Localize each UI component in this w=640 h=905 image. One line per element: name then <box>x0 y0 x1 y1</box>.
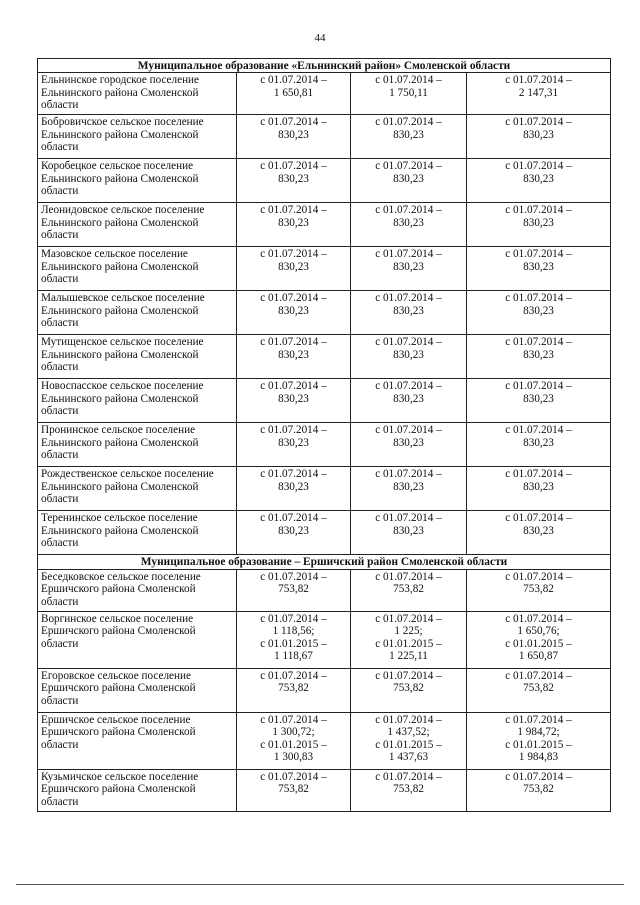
tariff-date: с 01.07.2014 – <box>505 380 572 393</box>
tariff-cell <box>237 511 351 555</box>
tariff-date: с 01.01.2015 – <box>505 738 572 751</box>
section-title: Муниципальное образование «Ельнинский район» Смоленской области <box>38 59 611 73</box>
table-row <box>38 712 611 769</box>
tariff-date: с 01.07.2014 – <box>505 336 572 349</box>
tariff-value: 1 225,11 <box>389 650 428 663</box>
tariff-cell <box>351 712 467 769</box>
tariff-value: 830,23 <box>393 480 424 493</box>
tariff-date: с 01.07.2014 – <box>260 380 327 393</box>
tariff-value: 830,23 <box>393 436 424 449</box>
tariff-cell <box>237 379 351 423</box>
settlement-name: Новоспасское сельское поселение Ельнинского района Смоленской области <box>38 379 237 423</box>
tariff-value: 830,23 <box>393 172 424 185</box>
settlement-name: Кузьмичское сельское поселение Ершичского района Смоленской области <box>38 769 237 811</box>
settlement-name: Леонидовское сельское поселение Ельнинского района Смоленской области <box>38 203 237 247</box>
tariff-cell <box>351 203 467 247</box>
tariff-date: с 01.07.2014 – <box>260 74 327 87</box>
tariff-date: с 01.07.2014 – <box>260 160 327 173</box>
tariff-cell <box>351 668 467 712</box>
tariff-date: с 01.01.2015 – <box>260 738 327 751</box>
tariff-cell <box>237 668 351 712</box>
tariff-value: 753,82 <box>278 783 309 796</box>
tariff-date: с 01.07.2014 – <box>505 292 572 305</box>
tariff-date: с 01.07.2014 – <box>505 74 572 87</box>
tariff-value: 830,23 <box>278 260 309 273</box>
tariff-date: с 01.07.2014 – <box>260 116 327 129</box>
table-row <box>38 423 611 467</box>
tariff-cell <box>237 335 351 379</box>
tariff-date: с 01.01.2015 – <box>375 637 442 650</box>
tariff-date: с 01.07.2014 – <box>375 612 442 625</box>
section-title: Муниципальное образование – Ершичский район Смоленской области <box>38 555 611 569</box>
bottom-rule <box>16 884 624 885</box>
tariff-cell <box>467 73 611 115</box>
tariff-cell <box>237 467 351 511</box>
tariff-date: с 01.07.2014 – <box>505 713 572 726</box>
tariff-cell <box>237 712 351 769</box>
tariff-date: с 01.01.2015 – <box>260 637 327 650</box>
tariff-date: с 01.07.2014 – <box>260 713 327 726</box>
tariff-cell <box>467 511 611 555</box>
table-row <box>38 668 611 712</box>
tariff-value: 753,82 <box>393 783 424 796</box>
tariff-date: с 01.07.2014 – <box>260 424 327 437</box>
tariff-value: 1 118,67 <box>274 650 313 663</box>
tariff-cell <box>351 611 467 668</box>
tariff-date: с 01.07.2014 – <box>505 770 572 783</box>
tariff-date: с 01.01.2015 – <box>375 738 442 751</box>
tariff-value: 830,23 <box>523 524 554 537</box>
tariff-cell <box>351 115 467 159</box>
tariff-date: с 01.07.2014 – <box>505 612 572 625</box>
tariff-date: с 01.07.2014 – <box>375 292 442 305</box>
settlement-name: Теренинское сельское поселение Ельнинского района Смоленской области <box>38 511 237 555</box>
table-row <box>38 611 611 668</box>
tariff-cell <box>467 203 611 247</box>
settlement-name: Егоровское сельское поселение Ершичского района Смоленской области <box>38 668 237 712</box>
table-row <box>38 203 611 247</box>
tariff-value: 830,23 <box>278 436 309 449</box>
tariff-value: 830,23 <box>523 128 554 141</box>
tariff-value: 830,23 <box>523 304 554 317</box>
tariff-value: 830,23 <box>278 480 309 493</box>
section-header-row <box>38 59 611 73</box>
tariff-cell <box>351 423 467 467</box>
settlement-name: Мазовское сельское поселение Ельнинского района Смоленской области <box>38 247 237 291</box>
table-row <box>38 291 611 335</box>
tariff-date: с 01.01.2015 – <box>505 637 572 650</box>
tariff-date: с 01.07.2014 – <box>505 512 572 525</box>
tariff-date: с 01.07.2014 – <box>260 468 327 481</box>
settlement-name: Пронинское сельское поселение Ельнинского района Смоленской области <box>38 423 237 467</box>
tariff-date: с 01.07.2014 – <box>375 424 442 437</box>
tariff-value: 1 650,81 <box>273 86 314 99</box>
tariff-cell <box>351 379 467 423</box>
tariff-value: 830,23 <box>393 128 424 141</box>
table-row <box>38 769 611 811</box>
tariff-value: 753,82 <box>278 682 309 695</box>
tariff-value: 1 300,83 <box>273 751 314 764</box>
tariff-cell <box>237 73 351 115</box>
tariff-date: с 01.07.2014 – <box>505 669 572 682</box>
tariff-cell <box>237 115 351 159</box>
tariff-cell <box>351 291 467 335</box>
tariff-cell <box>467 291 611 335</box>
tariff-value: 1 650,76; <box>517 625 560 638</box>
tariff-value: 830,23 <box>523 480 554 493</box>
settlement-name: Бобровичское сельское поселение Ельнинского района Смоленской области <box>38 115 237 159</box>
table-row <box>38 159 611 203</box>
tariff-value: 753,82 <box>523 682 554 695</box>
tariff-value: 753,82 <box>393 583 424 596</box>
tariff-value: 1 225; <box>394 625 423 638</box>
tariff-date: с 01.07.2014 – <box>375 380 442 393</box>
tariff-cell <box>237 769 351 811</box>
tariff-date: с 01.07.2014 – <box>260 570 327 583</box>
settlement-name: Коробецкое сельское поселение Ельнинского района Смоленской области <box>38 159 237 203</box>
tariff-value: 830,23 <box>278 524 309 537</box>
tariff-cell <box>467 115 611 159</box>
tariff-date: с 01.07.2014 – <box>375 160 442 173</box>
tariff-cell <box>351 569 467 611</box>
page-number: 44 <box>314 32 326 44</box>
tariff-cell <box>351 511 467 555</box>
tariff-value: 1 300,72; <box>272 726 315 739</box>
tariff-value: 1 650,87 <box>518 650 559 663</box>
tariff-value: 830,23 <box>393 260 424 273</box>
tariff-date: с 01.07.2014 – <box>505 160 572 173</box>
table-row <box>38 115 611 159</box>
tariff-date: с 01.07.2014 – <box>375 116 442 129</box>
tariff-date: с 01.07.2014 – <box>375 669 442 682</box>
tariff-date: с 01.07.2014 – <box>260 292 327 305</box>
tariff-cell <box>237 159 351 203</box>
tariff-cell <box>467 712 611 769</box>
tariff-value: 830,23 <box>393 392 424 405</box>
tariff-date: с 01.07.2014 – <box>505 468 572 481</box>
tariff-date: с 01.07.2014 – <box>260 204 327 217</box>
tariff-value: 753,82 <box>523 783 554 796</box>
tariff-date: с 01.07.2014 – <box>505 570 572 583</box>
settlement-name: Воргинское сельское поселение Ершичского района Смоленской области <box>38 611 237 668</box>
tariff-date: с 01.07.2014 – <box>260 669 327 682</box>
tariff-value: 1 984,83 <box>518 751 559 764</box>
tariff-value: 1 984,72; <box>517 726 560 739</box>
tariff-date: с 01.07.2014 – <box>505 204 572 217</box>
tariff-value: 1 437,63 <box>388 751 429 764</box>
tariff-date: с 01.07.2014 – <box>505 424 572 437</box>
table-row <box>38 73 611 115</box>
table-row <box>38 569 611 611</box>
tariff-value: 2 147,31 <box>518 86 559 99</box>
tariff-value: 830,23 <box>278 392 309 405</box>
tariff-date: с 01.07.2014 – <box>375 74 442 87</box>
tariff-value: 830,23 <box>523 436 554 449</box>
tariff-date: с 01.07.2014 – <box>375 248 442 261</box>
tariff-cell <box>351 159 467 203</box>
tariff-date: с 01.07.2014 – <box>375 336 442 349</box>
tariff-value: 830,23 <box>278 172 309 185</box>
tariff-cell <box>467 769 611 811</box>
tariff-date: с 01.07.2014 – <box>505 116 572 129</box>
tariff-cell <box>237 611 351 668</box>
tariff-cell <box>467 335 611 379</box>
tariff-cell <box>467 379 611 423</box>
tariff-cell <box>351 247 467 291</box>
tariff-value: 1 437,52; <box>387 726 430 739</box>
tariff-cell <box>237 423 351 467</box>
tariff-value: 1 118,56; <box>272 625 315 638</box>
tariff-cell <box>467 247 611 291</box>
tariff-value: 753,82 <box>523 583 554 596</box>
tariff-date: с 01.07.2014 – <box>375 468 442 481</box>
tariff-cell <box>467 569 611 611</box>
tariff-date: с 01.07.2014 – <box>260 512 327 525</box>
tariff-date: с 01.07.2014 – <box>260 770 327 783</box>
tariff-value: 1 750,11 <box>389 86 428 99</box>
tariff-cell <box>237 291 351 335</box>
table-row <box>38 247 611 291</box>
tariff-date: с 01.07.2014 – <box>375 570 442 583</box>
settlement-name: Беседковское сельское поселение Ершичского района Смоленской области <box>38 569 237 611</box>
settlement-name: Малышевское сельское поселение Ельнинского района Смоленской области <box>38 291 237 335</box>
tariff-value: 830,23 <box>278 304 309 317</box>
tariff-cell <box>467 611 611 668</box>
tariff-cell <box>467 423 611 467</box>
settlement-name: Рождественское сельское поселение Ельнинского района Смоленской области <box>38 467 237 511</box>
settlement-name: Ельнинское городское поселение Ельнинского района Смоленской области <box>38 73 237 115</box>
tariff-value: 830,23 <box>393 348 424 361</box>
tariff-value: 830,23 <box>523 348 554 361</box>
tariff-cell <box>351 467 467 511</box>
tariff-value: 753,82 <box>393 682 424 695</box>
tariff-date: с 01.07.2014 – <box>505 248 572 261</box>
tariff-cell <box>351 73 467 115</box>
tariff-cell <box>467 668 611 712</box>
tariff-cell <box>467 467 611 511</box>
table-row <box>38 335 611 379</box>
tariff-date: с 01.07.2014 – <box>375 770 442 783</box>
tariff-value: 830,23 <box>393 524 424 537</box>
tariff-date: с 01.07.2014 – <box>375 512 442 525</box>
tariff-date: с 01.07.2014 – <box>260 612 327 625</box>
tariff-cell <box>237 247 351 291</box>
tariff-date: с 01.07.2014 – <box>375 713 442 726</box>
tariff-cell <box>237 203 351 247</box>
tariff-value: 830,23 <box>523 216 554 229</box>
tariff-value: 753,82 <box>278 583 309 596</box>
tariff-value: 830,23 <box>523 392 554 405</box>
settlement-name: Ершичское сельское поселение Ершичского района Смоленской области <box>38 712 237 769</box>
tariff-cell <box>351 335 467 379</box>
tariff-cell <box>237 569 351 611</box>
tariff-value: 830,23 <box>523 260 554 273</box>
tariff-cell <box>351 769 467 811</box>
tariff-value: 830,23 <box>393 304 424 317</box>
tariff-table <box>37 58 611 812</box>
tariff-value: 830,23 <box>278 216 309 229</box>
tariff-date: с 01.07.2014 – <box>260 336 327 349</box>
section-header-row <box>38 555 611 569</box>
table-row <box>38 467 611 511</box>
table-row <box>38 379 611 423</box>
table-body <box>38 59 611 812</box>
tariff-date: с 01.07.2014 – <box>375 204 442 217</box>
settlement-name: Мутищенское сельское поселение Ельнинского района Смоленской области <box>38 335 237 379</box>
tariff-value: 830,23 <box>278 348 309 361</box>
table-row <box>38 511 611 555</box>
tariff-value: 830,23 <box>278 128 309 141</box>
tariff-value: 830,23 <box>393 216 424 229</box>
tariff-cell <box>467 159 611 203</box>
tariff-date: с 01.07.2014 – <box>260 248 327 261</box>
tariff-value: 830,23 <box>523 172 554 185</box>
